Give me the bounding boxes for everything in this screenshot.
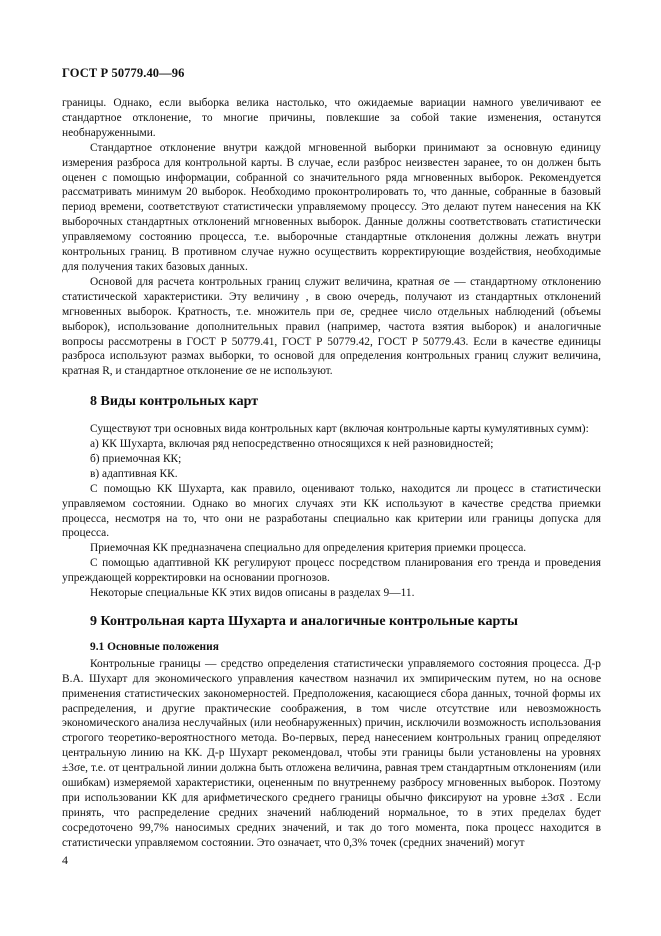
- paragraph: Некоторые специальные КК этих видов описаны в разделах 9—11.: [90, 587, 415, 600]
- list-item: б) приемочная КК;: [90, 452, 182, 465]
- paragraph: С помощью КК Шухарта, как правило, оценивают только, находится ли процесс в статистически управляемом состоянии. Однако во многих случаях эти КК используют в качестве средства приемки процесса, несмотря на то, что они не разработаны специально как критерии или границы допуска для процесса.: [62, 482, 601, 540]
- paragraph: Существуют три основных вида контрольных карт (включая контрольные карты кумулятивных сумм):: [90, 423, 589, 436]
- list-item: в) адаптивная КК.: [90, 467, 178, 480]
- page-number: 4: [62, 853, 68, 867]
- paragraph: Стандартное отклонение внутри каждой мгновенной выборки принимают за основную единицу измерения разброса для контрольной карты. В случае, если разброс неизвестен заранее, то он должен быть оценен с помощью информации, собранной со значительного ряда мгновенных выборок. Рекомендуется рассматривать минимум 20 выборок. Необходимо проконтролировать то, что данные, собранные в базовый период времени, соответствуют статистически управляемому процессу. Это делают путем нанесения на КК выборочных стандартных отклонений мгновенных выборок. Данные должны соответствовать статистически управляемому состоянию процесса, т.е. выборочные стандартные отклонения должны лежать внутри контрольных границ. В противном случае нужно осуществить корректирующие воздействия, необходимые для получения таких базовых данных.: [62, 141, 601, 273]
- subsection-9-1-heading: 9.1 Основные положения: [90, 640, 219, 653]
- list-item: а) КК Шухарта, включая ряд непосредственно относящихся к ней разновидностей;: [90, 438, 494, 451]
- section-9-heading: 9 Контрольная карта Шухарта и аналогичные контрольные карты: [90, 614, 518, 629]
- paragraph: Приемочная КК предназначена специально для определения критерия приемки процесса.: [90, 542, 527, 555]
- paragraph: С помощью адаптивной КК регулируют процесс посредством планирования его тренда и проведения упреждающей корректировки на основании прогнозов.: [62, 557, 601, 585]
- paragraph: границы. Однако, если выборка велика настолько, что ожидаемые вариации намного увеличивают ее стандартное отклонение, то многие причины, повлекшие за собой такие изменения, останутся необнаруженными.: [62, 97, 601, 139]
- paragraph: Основой для расчета контрольных границ служит величина, кратная σe — стандартному отклонению статистической характеристики. Эту величину , в свою очередь, получают из стандартных отклонений мгновенных выборок. Кратность, т.е. множитель при σe, среднее число отдельных наблюдений (объемы выборок), использование дополнительных правил (например, частота взятия выборок) и аналогичные вопросы рассмотрены в ГОСТ Р 50779.41, ГОСТ Р 50779.42, ГОСТ Р 50779.43. Если в качестве единицы разброса используют размах выборки, то основой для определения контрольных границ служит величина, кратная R, и стандартное отклонение σe не используют.: [62, 275, 601, 378]
- section-8-heading: 8 Виды контрольных карт: [90, 394, 259, 410]
- document-header: ГОСТ Р 50779.40—96: [62, 66, 185, 80]
- paragraph: Контрольные границы — средство определения статистически управляемого состояния процесса. Д-р В.А. Шухарт для экономического управления качеством назначил их эмпирическим путем, но на основе применения статистических закономерностей. Предположения, касающиеся сбора данных, точной формы их распределения, и другие практические соображения, в том числе отсутствие или невозможность экономического анализа неслучайных (или необнаруженных) причин, исключили возможность использования строгого теоретико-вероятностного метода. Во-первых, перед нанесением контрольных границ определяют центральную линию на КК. Д-р Шухарт рекомендовал, чтобы эти границы были установлены на уровнях ±3σe, т.е. от центральной линии должна быть отложена величина, равная трем стандартным отклонениям (или ошибкам) измеряемой характеристики, оцененным по внутреннему разбросу мгновенных выборок. Поэтому при использовании КК для арифметического среднего границы обычно фиксируют на уровне ±3σx̄ . Если принять, что распределение средних значений наблюдений нормальное, то в этих пределах будет сосредоточено 99,7% наносимых средних значений, и так до того момента, пока процесс находится в статистически управляемом состоянии. Это означает, что 0,3% точек (средних значений) могут: [62, 657, 601, 849]
- document-body: [62, 96, 601, 851]
